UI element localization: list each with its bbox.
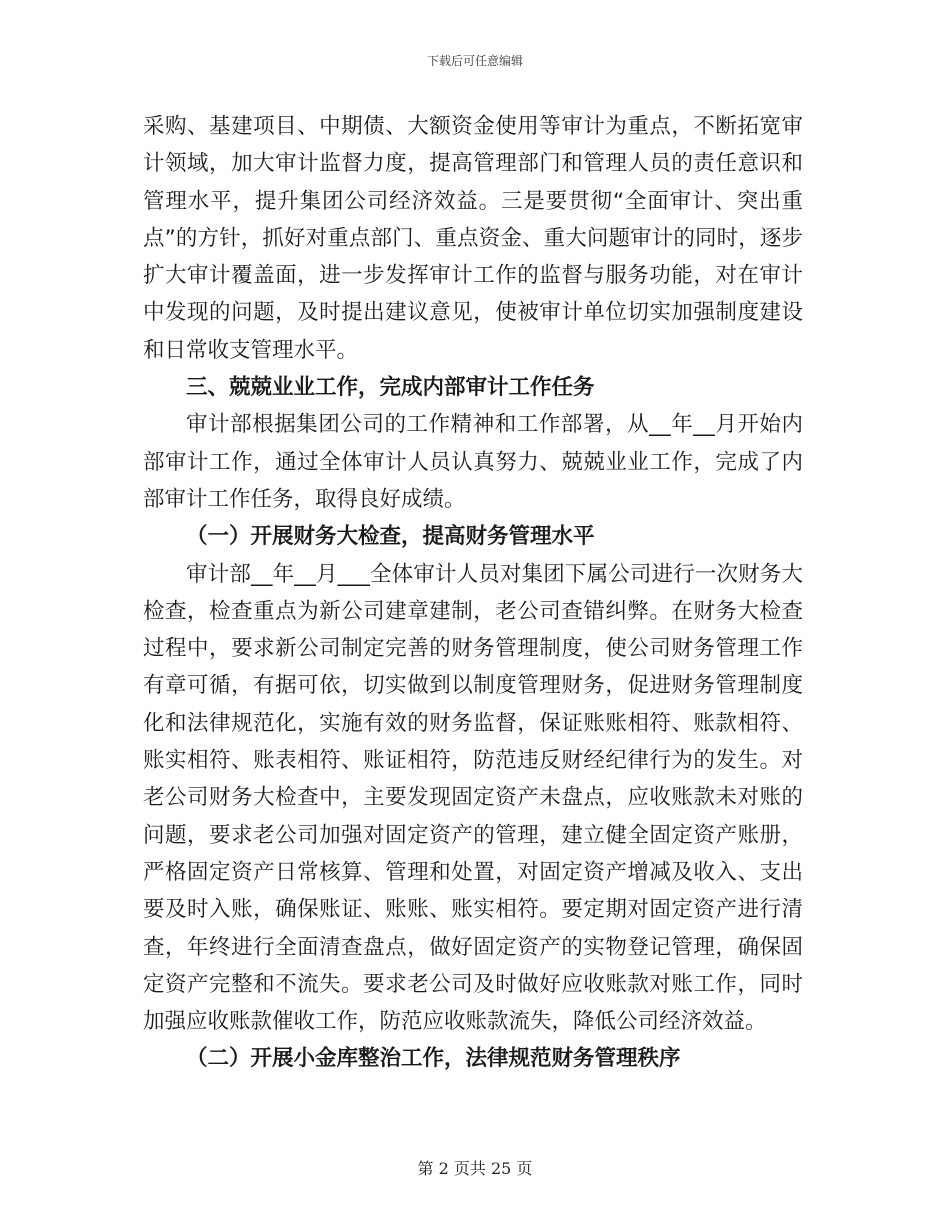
page-header: 下载后可任意编辑: [426, 54, 523, 68]
document-body: [143, 108, 803, 1078]
page-footer: 第 2 页共 25 页: [417, 1159, 533, 1178]
subsection-heading-2: （二）开展小金库整治工作，法律规范财务管理秩序: [186, 1046, 681, 1072]
paragraph-internal-audit: 审计部根据集团公司的工作精神和工作部署，从__年__月开始内部审计工作，通过全体审计人员认真努力、兢兢业业工作，完成了内部审计工作任务，取得良好成绩。: [143, 412, 803, 512]
subsection-heading-1: （一）开展财务大检查，提高财务管理水平: [186, 524, 595, 550]
paragraph-audit-focus: 采购、基建项目、中期债、大额资金使用等审计为重点，不断拓宽审计领域，加大审计监督力度，提高管理部门和管理人员的责任意识和管理水平，提升集团公司经济效益。三是要贯彻“全面审计、突出重点”的方针，抓好对重点部门、重点资金、重大问题审计的同时，逐步扩大审计覆盖面，进一步发挥审计工作的监督与服务功能，对在审计中发现的问题，及时提出建议意见，使被审计单位切实加强制度建设和日常收支管理水平。: [143, 114, 803, 363]
section-heading-3: 三、兢兢业业工作，完成内部审计工作任务: [186, 375, 595, 401]
paragraph-financial-inspection: 审计部__年__月___全体审计人员对集团下属公司进行一次财务大检查，检查重点为新公司建章建制，老公司查错纠弊。在财务大检查过程中，要求新公司制定完善的财务管理制度，使公司财务管理工作有章可循，有据可依，切实做到以制度管理财务，促进财务管理制度化和法律规范化，实施有效的财务监督，保证账账相符、账款相符、账实相符、账表相符、账证相符，防范违反财经纪律行为的发生。对老公司财务大检查中，主要发现固定资产未盘点，应收账款未对账的问题，要求老公司加强对固定资产的管理，建立健全固定资产账册，严格固定资产日常核算、管理和处置，对固定资产增减及收入、支出要及时入账，确保账证、账账、账实相符。要定期对固定资产进行清查，年终进行全面清查盘点，做好固定资产的实物登记管理，确保固定资产完整和不流失。要求老公司及时做好应收账款对账工作，同时加强应收账款催收工作，防范应收账款流失，降低公司经济效益。: [143, 561, 803, 1035]
